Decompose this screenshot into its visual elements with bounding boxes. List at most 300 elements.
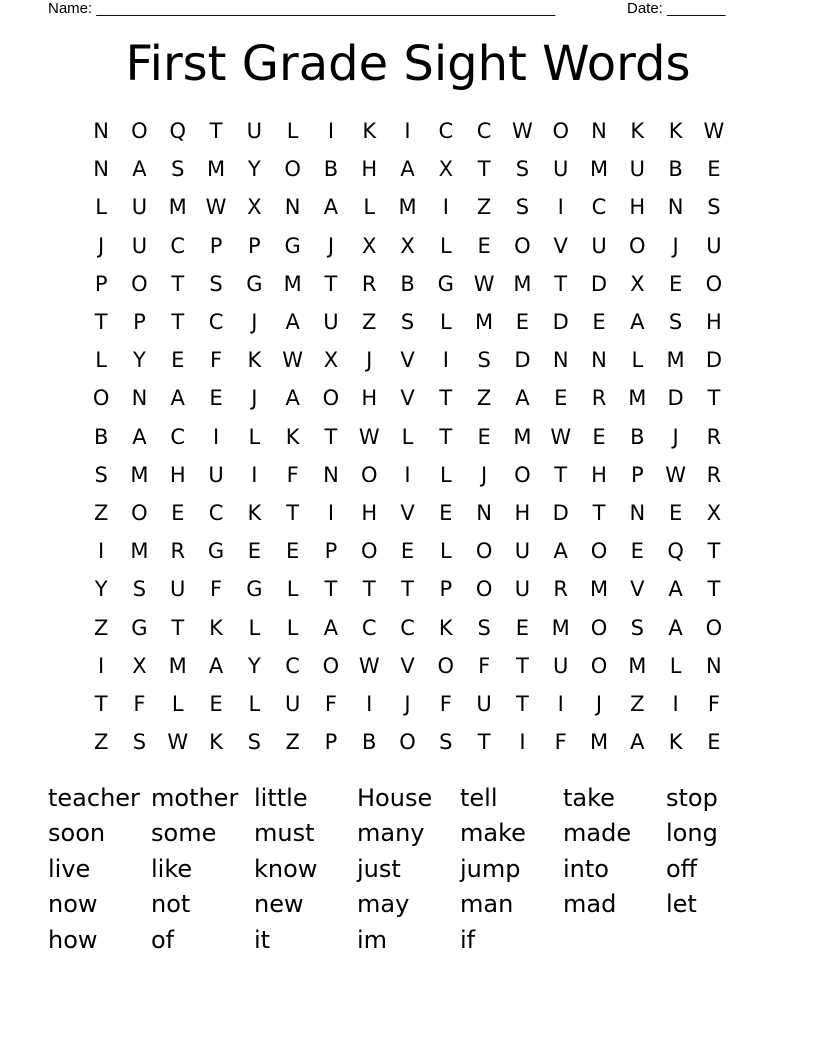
grid-cell[interactable]: T [286, 500, 300, 525]
grid-cell[interactable]: D [552, 310, 569, 335]
grid-cell[interactable]: L [95, 348, 107, 373]
grid-cell[interactable]: J [595, 691, 603, 716]
grid-cell[interactable]: U [553, 157, 569, 182]
grid-cell[interactable]: Z [362, 310, 377, 335]
grid-cell[interactable]: P [439, 577, 453, 602]
grid-cell[interactable]: M [628, 386, 647, 411]
grid-cell[interactable]: Z [93, 500, 109, 525]
grid-cell[interactable]: B [323, 157, 339, 182]
grid-cell[interactable]: O [629, 233, 646, 258]
grid-cell[interactable]: E [707, 730, 721, 755]
grid-cell[interactable]: E [592, 310, 606, 335]
grid-cell[interactable]: R [170, 539, 186, 564]
grid-cell[interactable]: N [706, 653, 722, 678]
grid-cell[interactable]: G [207, 539, 225, 564]
grid-cell[interactable]: I [327, 119, 335, 144]
grid-cell[interactable]: E [592, 424, 606, 449]
grid-cell[interactable]: A [515, 386, 530, 411]
grid-row [82, 532, 733, 570]
grid-cell[interactable]: D [552, 500, 569, 525]
grid-cell[interactable]: O [360, 539, 378, 564]
grid-cell[interactable]: K [362, 119, 377, 144]
grid-cell[interactable]: V [400, 386, 415, 411]
grid-cell[interactable]: D [705, 348, 722, 373]
grid-cell[interactable]: U [323, 310, 339, 335]
grid-cell[interactable]: F [324, 691, 337, 716]
grid-cell[interactable]: C [438, 119, 454, 144]
grid-cell[interactable]: F [133, 691, 146, 716]
grid-cell[interactable]: I [557, 195, 564, 220]
grid-cell[interactable]: O [590, 615, 608, 640]
grid-cell[interactable]: U [514, 577, 531, 602]
grid-cell[interactable]: K [630, 119, 645, 144]
grid-cell[interactable]: W [665, 462, 686, 487]
grid-cell[interactable]: D [667, 386, 684, 411]
grid-cell[interactable]: T [477, 157, 491, 182]
grid-cell[interactable]: T [171, 271, 185, 296]
grid-cell[interactable]: T [171, 615, 185, 640]
grid-cell[interactable]: S [668, 310, 683, 335]
grid-cell[interactable]: C [476, 119, 492, 144]
grid-cell[interactable]: C [285, 653, 300, 678]
grid-cell[interactable]: E [171, 500, 185, 525]
grid-cell[interactable]: V [400, 500, 415, 525]
grid-cell[interactable]: H [169, 462, 186, 487]
grid-cell[interactable]: H [706, 310, 722, 335]
grid-cell[interactable]: B [93, 424, 109, 449]
grid-cell[interactable]: S [247, 730, 261, 755]
grid-cell[interactable]: O [360, 462, 378, 487]
grid-cell[interactable]: A [630, 310, 645, 335]
grid-cell[interactable]: W [358, 653, 380, 678]
grid-cell[interactable]: U [629, 157, 645, 182]
grid-cell[interactable]: G [246, 577, 263, 602]
grid-cell[interactable]: A [323, 195, 339, 220]
grid-cell[interactable]: S [515, 157, 530, 182]
grid-cell[interactable]: O [131, 119, 148, 144]
grid-cell[interactable]: U [284, 691, 301, 716]
grid-cell[interactable]: B [668, 157, 683, 182]
grid-cell[interactable]: M [589, 577, 609, 602]
grid-cell[interactable]: I [251, 462, 258, 487]
grid-cell[interactable]: N [476, 500, 492, 525]
grid-cell[interactable]: T [324, 577, 338, 602]
grid-cell[interactable]: K [247, 348, 262, 373]
grid-cell[interactable]: L [401, 424, 414, 449]
grid-cell[interactable]: U [131, 195, 148, 220]
grid-cell[interactable]: F [707, 691, 720, 716]
grid-cell[interactable]: M [551, 615, 570, 640]
grid-cell[interactable]: N [323, 462, 339, 487]
grid-cell[interactable]: F [209, 348, 223, 373]
grid-cell[interactable]: O [92, 386, 110, 411]
grid-cell[interactable]: S [439, 730, 453, 755]
grid-cell[interactable]: I [327, 500, 335, 525]
grid-cell[interactable]: T [707, 539, 721, 564]
grid-cell[interactable]: R [553, 577, 568, 602]
grid-cell[interactable]: X [400, 233, 415, 258]
name-field[interactable]: Name: _______________________________________________________ [48, 0, 556, 17]
grid-cell[interactable]: G [437, 271, 454, 296]
grid-cell[interactable]: H [361, 386, 378, 411]
grid-cell[interactable]: E [554, 386, 568, 411]
grid-cell[interactable]: T [362, 577, 376, 602]
grid-cell[interactable]: T [554, 271, 568, 296]
grid-cell[interactable]: P [324, 730, 338, 755]
grid-cell[interactable]: J [672, 424, 679, 449]
grid-cell[interactable]: N [591, 348, 607, 373]
grid-cell[interactable]: J [251, 386, 258, 411]
grid-cell[interactable]: N [629, 500, 646, 525]
grid-cell[interactable]: E [209, 386, 223, 411]
grid-cell[interactable]: Z [285, 730, 300, 755]
grid-cell[interactable]: K [247, 500, 262, 525]
grid-cell[interactable]: Q [667, 539, 684, 564]
grid-cell[interactable]: H [361, 157, 378, 182]
word-item: if [460, 925, 476, 954]
grid-cell[interactable]: F [209, 577, 223, 602]
grid-cell[interactable]: M [513, 271, 532, 296]
grid-cell[interactable]: K [668, 730, 683, 755]
grid-cell[interactable]: L [439, 310, 452, 335]
grid-cell[interactable]: J [481, 462, 488, 487]
grid-cell[interactable]: T [94, 691, 108, 716]
grid-cell[interactable]: I [442, 195, 449, 220]
grid-cell[interactable]: M [168, 653, 187, 678]
grid-cell[interactable]: F [554, 730, 567, 755]
grid-cell[interactable]: S [132, 577, 147, 602]
grid-cell[interactable]: E [707, 157, 721, 182]
grid-cell[interactable]: I [442, 348, 449, 373]
grid-cell[interactable]: S [630, 615, 644, 640]
grid-cell[interactable]: P [324, 539, 338, 564]
grid-cell[interactable]: W [703, 119, 725, 144]
grid-row [82, 418, 733, 456]
grid-cell[interactable]: T [707, 386, 721, 411]
grid-cell[interactable]: O [322, 653, 340, 678]
grid-cell[interactable]: I [98, 539, 105, 564]
grid-cell[interactable]: O [284, 157, 301, 182]
grid-cell[interactable]: I [98, 653, 105, 678]
grid-cell[interactable]: L [363, 195, 376, 220]
grid-cell[interactable]: T [94, 310, 108, 335]
grid-cell[interactable]: G [284, 233, 301, 258]
grid-cell[interactable]: I [519, 730, 526, 755]
grid-cell[interactable]: E [171, 348, 185, 373]
grid-row [82, 227, 733, 265]
grid-cell[interactable]: C [170, 233, 186, 258]
grid-cell[interactable]: A [668, 577, 683, 602]
grid-cell[interactable]: O [514, 233, 531, 258]
grid-cell[interactable]: E [515, 615, 530, 640]
grid-cell[interactable]: N [667, 195, 684, 220]
word-item: some [151, 819, 217, 848]
grid-cell[interactable]: J [251, 310, 258, 335]
grid-cell[interactable]: T [324, 424, 338, 449]
grid-cell[interactable]: I [557, 691, 564, 716]
grid-cell[interactable]: P [630, 462, 644, 487]
grid-cell[interactable]: J [98, 233, 105, 258]
grid-cell[interactable]: N [93, 119, 109, 144]
grid-cell[interactable]: K [668, 119, 683, 144]
grid-cell[interactable]: D [514, 348, 531, 373]
grid-cell[interactable]: T [439, 424, 453, 449]
grid-cell[interactable]: A [170, 386, 185, 411]
grid-cell[interactable]: A [323, 615, 339, 640]
grid-cell[interactable]: B [400, 271, 415, 296]
grid-cell[interactable]: D [590, 271, 608, 296]
grid-cell[interactable]: O [552, 119, 569, 144]
grid-cell[interactable]: Y [247, 157, 261, 182]
grid-cell[interactable]: F [439, 691, 452, 716]
grid-cell[interactable]: E [515, 310, 530, 335]
grid-cell[interactable]: M [666, 348, 685, 373]
grid-cell[interactable]: O [475, 539, 493, 564]
grid-cell[interactable]: B [630, 424, 645, 449]
grid-cell[interactable]: M [589, 157, 609, 182]
grid-cell[interactable]: T [209, 119, 223, 144]
grid-cell[interactable]: O [514, 462, 531, 487]
grid-cell[interactable]: P [248, 233, 261, 258]
grid-cell[interactable]: S [477, 615, 491, 640]
grid-cell[interactable]: S [515, 195, 530, 220]
grid-cell[interactable]: O [705, 615, 723, 640]
grid-cell[interactable]: P [209, 233, 223, 258]
grid-cell[interactable]: C [208, 310, 224, 335]
grid-cell[interactable]: O [131, 500, 148, 525]
grid-cell[interactable]: Z [476, 386, 492, 411]
grid-cell[interactable]: C [591, 195, 607, 220]
grid-cell[interactable]: L [286, 577, 299, 602]
grid-cell[interactable]: X [362, 233, 377, 258]
grid-cell[interactable]: X [132, 653, 147, 678]
grid-cell[interactable]: X [706, 500, 722, 525]
grid-cell[interactable]: E [668, 500, 683, 525]
grid-cell[interactable]: F [286, 462, 299, 487]
grid-cell[interactable]: Y [133, 348, 146, 373]
grid-cell[interactable]: X [247, 195, 262, 220]
grid-cell[interactable]: W [167, 730, 189, 755]
grid-cell[interactable]: T [477, 730, 491, 755]
grid-cell[interactable]: M [168, 195, 187, 220]
grid-cell[interactable]: I [404, 462, 411, 487]
grid-cell[interactable]: M [589, 730, 609, 755]
grid-cell[interactable]: U [476, 691, 492, 716]
grid-cell[interactable]: A [132, 157, 147, 182]
grid-cell[interactable]: S [132, 730, 147, 755]
grid-cell[interactable]: O [590, 539, 608, 564]
grid-cell[interactable]: L [286, 119, 299, 144]
grid-cell[interactable]: T [516, 653, 529, 678]
grid-cell[interactable]: W [358, 424, 380, 449]
grid-cell[interactable]: N [552, 348, 569, 373]
grid-cell[interactable]: W [282, 348, 304, 373]
grid-cell[interactable]: I [404, 119, 411, 144]
grid-cell[interactable]: G [131, 615, 148, 640]
grid-cell[interactable]: A [285, 386, 300, 411]
grid-cell[interactable]: L [171, 691, 184, 716]
grid-cell[interactable]: G [246, 271, 263, 296]
word-item: mad [563, 890, 617, 919]
grid-cell[interactable]: Z [476, 195, 492, 220]
grid-cell[interactable]: T [554, 462, 568, 487]
grid-cell[interactable]: C [400, 615, 415, 640]
grid-cell[interactable]: E [668, 271, 683, 296]
grid-cell[interactable]: O [705, 271, 723, 296]
grid-cell[interactable]: U [514, 539, 531, 564]
grid-cell[interactable]: Z [630, 691, 645, 716]
grid-cell[interactable]: E [630, 539, 644, 564]
grid-cell[interactable]: L [248, 691, 261, 716]
grid-cell[interactable]: Z [93, 730, 109, 755]
grid-cell[interactable]: C [170, 424, 186, 449]
grid-cell[interactable]: E [477, 424, 491, 449]
grid-cell[interactable]: J [672, 233, 679, 258]
grid-cell[interactable]: P [94, 271, 108, 296]
grid-cell[interactable]: S [94, 462, 108, 487]
grid-cell[interactable]: B [362, 730, 377, 755]
date-field[interactable]: Date: _______ [627, 0, 726, 17]
grid-cell[interactable]: M [475, 310, 494, 335]
grid-cell[interactable]: N [284, 195, 301, 220]
grid-cell[interactable]: U [591, 233, 607, 258]
grid-cell[interactable]: I [366, 691, 373, 716]
grid-cell[interactable]: L [631, 348, 644, 373]
grid-cell[interactable]: T [171, 310, 185, 335]
grid-cell[interactable]: C [361, 615, 377, 640]
grid-cell[interactable]: W [512, 119, 533, 144]
grid-cell[interactable]: O [399, 730, 416, 755]
grid-cell[interactable]: L [439, 539, 452, 564]
grid-cell[interactable]: O [590, 653, 608, 678]
grid-cell[interactable]: V [630, 577, 645, 602]
grid-cell[interactable]: W [205, 195, 227, 220]
grid-cell[interactable]: L [248, 615, 261, 640]
grid-cell[interactable]: R [591, 386, 607, 411]
grid-cell[interactable]: T [439, 386, 453, 411]
grid-cell[interactable]: S [477, 348, 491, 373]
grid-cell[interactable]: N [93, 157, 109, 182]
grid-cell[interactable]: V [400, 348, 415, 373]
grid-cell[interactable]: K [209, 730, 223, 755]
grid-cell[interactable]: R [361, 271, 377, 296]
grid-cell[interactable]: L [248, 424, 261, 449]
grid-cell[interactable]: U [131, 233, 148, 258]
grid-cell[interactable]: L [439, 462, 452, 487]
grid-cell[interactable]: C [208, 500, 224, 525]
grid-cell[interactable]: M [206, 157, 226, 182]
grid-cell[interactable]: L [669, 653, 682, 678]
grid-cell[interactable]: M [513, 424, 532, 449]
grid-cell[interactable]: W [473, 271, 495, 296]
grid-cell[interactable]: X [323, 348, 339, 373]
grid-cell[interactable]: J [404, 691, 411, 716]
grid-cell[interactable]: H [514, 500, 531, 525]
grid-cell[interactable]: S [209, 271, 223, 296]
grid-cell[interactable]: O [475, 577, 493, 602]
grid-cell[interactable]: U [706, 233, 722, 258]
grid-cell[interactable]: P [133, 310, 146, 335]
grid-cell[interactable]: T [401, 577, 414, 602]
grid-cell[interactable]: R [706, 462, 722, 487]
grid-cell[interactable]: L [286, 615, 299, 640]
grid-cell[interactable]: Y [247, 653, 261, 678]
grid-cell[interactable]: T [324, 271, 338, 296]
grid-cell[interactable]: A [132, 424, 147, 449]
grid-cell[interactable]: Q [169, 119, 186, 144]
grid-cell[interactable]: H [629, 195, 646, 220]
grid-cell[interactable]: O [437, 653, 455, 678]
grid-cell[interactable]: E [209, 691, 223, 716]
grid-cell[interactable]: E [439, 500, 453, 525]
grid-cell[interactable]: A [400, 157, 415, 182]
grid-cell[interactable]: R [706, 424, 722, 449]
grid-cell[interactable]: A [630, 730, 645, 755]
grid-cell[interactable]: F [478, 653, 491, 678]
grid-cell[interactable]: X [630, 271, 645, 296]
grid-cell[interactable]: U [170, 577, 186, 602]
grid-cell[interactable]: A [285, 310, 300, 335]
grid-cell[interactable]: I [212, 424, 220, 449]
grid-cell[interactable]: E [247, 539, 261, 564]
grid-cell[interactable]: V [553, 233, 568, 258]
grid-cell[interactable]: T [592, 500, 606, 525]
word-item: let [666, 890, 697, 919]
grid-cell[interactable]: I [672, 691, 679, 716]
grid-cell[interactable]: J [327, 233, 335, 258]
grid-cell[interactable]: W [550, 424, 572, 449]
grid-cell[interactable]: S [171, 157, 185, 182]
grid-cell[interactable]: M [628, 653, 647, 678]
grid-cell[interactable]: T [516, 691, 529, 716]
grid-cell[interactable]: U [246, 119, 263, 144]
grid-cell[interactable]: K [438, 615, 453, 640]
word-item: like [151, 854, 193, 883]
grid-cell[interactable]: E [477, 233, 491, 258]
grid-cell[interactable]: E [400, 539, 415, 564]
grid-cell[interactable]: S [400, 310, 415, 335]
grid-cell[interactable]: K [285, 424, 300, 449]
grid-cell[interactable]: N [131, 386, 148, 411]
grid-cell[interactable]: H [361, 500, 378, 525]
grid-cell[interactable]: L [439, 233, 452, 258]
grid-cell[interactable]: Y [94, 577, 108, 602]
grid-cell[interactable]: A [208, 653, 224, 678]
grid-cell[interactable]: Z [93, 615, 109, 640]
grid-cell[interactable]: U [553, 653, 569, 678]
grid-cell[interactable]: X [438, 157, 454, 182]
grid-cell[interactable]: A [668, 615, 683, 640]
grid-cell[interactable]: U [208, 462, 224, 487]
word-item: stop [666, 783, 718, 812]
grid-cell[interactable]: V [400, 653, 415, 678]
grid-cell[interactable]: A [553, 539, 568, 564]
grid-cell[interactable]: M [130, 462, 149, 487]
grid-cell[interactable]: H [591, 462, 607, 487]
grid-cell[interactable]: M [283, 271, 302, 296]
grid-cell[interactable]: S [707, 195, 721, 220]
grid-cell[interactable]: N [591, 119, 607, 144]
grid-cell[interactable]: L [95, 195, 107, 220]
grid-cell[interactable]: M [398, 195, 417, 220]
grid-cell[interactable]: K [209, 615, 223, 640]
grid-cell[interactable]: O [131, 271, 148, 296]
grid-cell[interactable]: M [130, 539, 149, 564]
grid-cell[interactable]: O [322, 386, 340, 411]
grid-cell[interactable]: J [366, 348, 373, 373]
grid-cell[interactable]: E [285, 539, 300, 564]
grid-cell[interactable]: T [707, 577, 721, 602]
